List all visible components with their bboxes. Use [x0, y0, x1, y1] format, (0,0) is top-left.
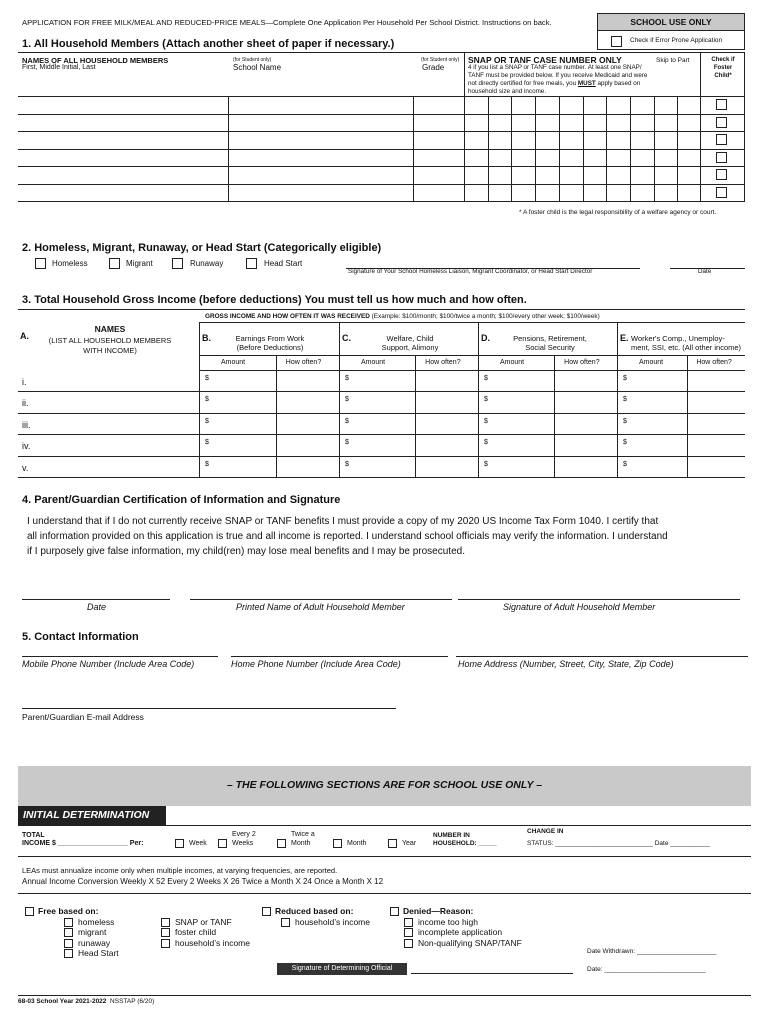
income-amount-field[interactable]: $: [205, 439, 209, 447]
school-use-only-header: SCHOOL USE ONLY: [597, 13, 745, 31]
free-option-label: foster child: [175, 927, 217, 938]
snap-case-digit-cell[interactable]: [560, 97, 582, 200]
income-row-label: iii.: [22, 419, 31, 430]
how-often-subheading: How often?: [285, 359, 322, 366]
liaison-date-label: Date: [698, 268, 712, 275]
free-checkbox[interactable]: [25, 907, 34, 916]
freq-month-checkbox[interactable]: [333, 839, 342, 848]
migrant-label: Migrant: [126, 259, 153, 268]
freq-year-checkbox[interactable]: [388, 839, 397, 848]
email-line[interactable]: [22, 708, 396, 709]
income-amount-field[interactable]: $: [484, 460, 488, 468]
free-option-label: household’s income: [175, 937, 250, 948]
for-student-only-2: (for Student only): [421, 57, 460, 63]
col-d-heading: Pensions, Retirement, Social Security: [513, 334, 587, 352]
snap-case-digit-cell[interactable]: [631, 97, 653, 200]
liaison-signature-label: Signature of Your School Homeless Liaison, Migrant Coordinator, or Head Start Director: [348, 268, 593, 275]
foster-child-checkbox[interactable]: [716, 134, 727, 145]
free-option-checkbox[interactable]: [161, 928, 170, 937]
income-label[interactable]: INCOME $ __________________ Per:: [22, 840, 144, 847]
income-member-name-field[interactable]: [34, 436, 194, 453]
income-amount-field[interactable]: $: [623, 417, 627, 425]
col-b-letter: B.: [202, 333, 211, 343]
free-option-label: Head Start: [78, 947, 119, 958]
foster-note: * A foster child is the legal responsibility of a welfare agency or court.: [519, 209, 717, 216]
income-amount-field[interactable]: $: [623, 375, 627, 382]
mobile-phone-line[interactable]: [22, 656, 218, 657]
household-member-row[interactable]: [18, 97, 464, 113]
date-withdrawn[interactable]: Date Withdrawn: ______________________: [587, 948, 717, 955]
runaway-checkbox[interactable]: [172, 258, 183, 269]
error-prone-checkbox[interactable]: [611, 36, 622, 47]
snap-case-digit-cell[interactable]: [678, 97, 700, 200]
section3-title: 3. Total Household Gross Income (before deductions) You must tell us how much and how often.: [22, 294, 527, 306]
determining-date[interactable]: Date: ____________________________: [587, 966, 706, 973]
names-income-sub: (LIST ALL HOUSEHOLD MEMBERS WITH INCOME): [48, 336, 172, 355]
denied-option-checkbox[interactable]: [404, 918, 413, 927]
income-amount-field[interactable]: $: [205, 417, 209, 425]
printed-name-label: Printed Name of Adult Household Member: [236, 602, 405, 612]
annual-conversion: Annual Income Conversion Weekly X 52 Every 2 Weeks X 26 Twice a Month X 24 Once a Month X 12: [22, 877, 384, 886]
printed-name-line[interactable]: [190, 599, 452, 600]
income-member-name-field[interactable]: [34, 372, 194, 389]
amount-subheading: Amount: [221, 359, 246, 366]
snap-case-digit-cell[interactable]: [512, 97, 534, 200]
freq-every2-checkbox[interactable]: [218, 839, 227, 848]
income-row-label: i.: [22, 377, 27, 387]
section2-title: 2. Homeless, Migrant, Runaway, or Head Start (Categorically eligible): [22, 242, 382, 254]
denied-option-label: incomplete application: [418, 927, 503, 938]
snap-case-digit-cell[interactable]: [489, 97, 511, 200]
names-column-sub: First, Middle Initial, Last: [22, 64, 96, 71]
col-e-heading: Worker's Comp., Unemploy- ment, SSI, etc. (All other income): [631, 334, 742, 352]
snap-line3: not directly certified for free meals, you MUST apply based on: [468, 80, 641, 87]
income-amount-field[interactable]: $: [484, 396, 488, 404]
denied-option-checkbox[interactable]: [404, 939, 413, 948]
snap-skip: Skip to Part: [656, 57, 690, 64]
freq-month-label: Month: [347, 840, 367, 847]
free-option-checkbox[interactable]: [64, 939, 73, 948]
reduced-checkbox[interactable]: [262, 907, 271, 916]
for-student-only-1: (for Student only): [233, 57, 272, 63]
foster-child-checkbox[interactable]: [716, 117, 727, 128]
snap-case-digit-cell[interactable]: [465, 97, 487, 200]
determining-official-signature-line[interactable]: [411, 973, 573, 974]
amount-subheading: Amount: [361, 359, 386, 366]
gross-income-heading: GROSS INCOME AND HOW OFTEN IT WAS RECEIVED (Example: $100/month; $100/twice a month; $100/every other week; $100/week): [205, 313, 600, 320]
col-a-letter: A.: [20, 331, 29, 341]
certification-text: I understand that if I do not currently receive SNAP or TANF benefits I must provide a copy of my 2020 US Income Tax Form 1040. I certify that all information provided on this application is true and all income is reported. I understand school officials may verify the information. I understand if I purposely give false information, my child(ren) may lose meal benefits and I may be prosecuted.: [27, 516, 668, 557]
denied-option-label: income too high: [418, 917, 479, 927]
snap-line1: 4 if you list a SNAP or TANF case number. At least one SNAP/: [468, 64, 642, 71]
section4-title: 4. Parent/Guardian Certification of Information and Signature: [22, 494, 341, 506]
income-amount-field[interactable]: $: [205, 396, 209, 404]
head-start-label: Head Start: [264, 259, 303, 268]
how-often-subheading: How often?: [696, 359, 732, 366]
snap-case-digit-cell[interactable]: [655, 97, 677, 200]
snap-case-digit-cell[interactable]: [584, 97, 606, 200]
snap-line2: TANF must be provided below. If you receive Medicaid and were: [468, 72, 648, 79]
how-often-subheading: How often?: [425, 359, 461, 366]
school-use-banner: – THE FOLLOWING SECTIONS ARE FOR SCHOOL USE ONLY –: [18, 766, 751, 806]
col-e-letter: E.: [620, 333, 629, 343]
section5-title: 5. Contact Information: [22, 631, 139, 643]
income-amount-field[interactable]: $: [345, 460, 349, 468]
free-option-checkbox[interactable]: [64, 949, 73, 958]
denied-option-label: Non-qualifying SNAP/TANF: [418, 937, 522, 948]
income-row-label: iv.: [22, 441, 31, 452]
amount-subheading: Amount: [500, 359, 525, 366]
total-label: TOTAL: [22, 832, 45, 839]
foster-child-checkbox[interactable]: [716, 152, 727, 163]
free-option-label: runaway: [78, 937, 111, 948]
income-member-name-field[interactable]: [34, 458, 194, 475]
household-member-row[interactable]: [18, 185, 464, 201]
household-member-row[interactable]: [18, 150, 464, 166]
household-member-row[interactable]: [18, 115, 464, 131]
form-title: APPLICATION FOR FREE MILK/MEAL AND REDUCED-PRICE MEALS—Complete One Application Per Household Per School District. Instructions on back.: [22, 18, 552, 27]
col-d-letter: D.: [481, 333, 490, 343]
foster-child-checkbox[interactable]: [716, 99, 727, 110]
homeless-label: Homeless: [52, 259, 88, 268]
income-amount-field[interactable]: $: [484, 439, 488, 447]
free-option-checkbox[interactable]: [64, 918, 73, 927]
freq-twice-label: Twice a Month: [291, 831, 315, 847]
mobile-phone-label: Mobile Phone Number (Include Area Code): [22, 659, 195, 669]
household-number-label[interactable]: NUMBER IN HOUSEHOLD: _____: [433, 832, 497, 847]
footer: 68-03 School Year 2021-2022 NSSTAP (6/20): [18, 998, 155, 1005]
income-member-name-field[interactable]: [34, 393, 194, 410]
income-row-label: ii.: [22, 398, 29, 409]
adult-signature-label: Signature of Adult Household Member: [503, 602, 656, 612]
determining-official-label-box: Signature of Determining Official: [277, 963, 407, 975]
income-amount-field[interactable]: $: [623, 439, 627, 447]
income-amount-field[interactable]: $: [623, 460, 627, 468]
amount-subheading: Amount: [639, 359, 664, 366]
error-prone-label: Check if Error Prone Application: [630, 37, 723, 44]
freq-week-label: Week: [189, 840, 207, 847]
freq-twice-checkbox[interactable]: [277, 839, 286, 848]
col-c-heading: Welfare, Child Support, Alimony: [381, 334, 439, 352]
reduced-household-income-label: household’s income: [295, 917, 370, 927]
income-amount-field[interactable]: $: [205, 375, 209, 382]
free-option-label: homeless: [78, 917, 115, 927]
home-phone-line[interactable]: [231, 656, 448, 657]
snap-case-digit-cell[interactable]: [607, 97, 629, 200]
head-start-checkbox[interactable]: [246, 258, 257, 269]
freq-every2-label: Every 2 Weeks: [232, 831, 256, 847]
income-amount-field[interactable]: $: [345, 396, 349, 404]
free-option-checkbox[interactable]: [161, 939, 170, 948]
home-phone-label: Home Phone Number (Include Area Code): [231, 659, 401, 669]
col-c-letter: C.: [342, 333, 351, 343]
free-option-label: SNAP or TANF: [175, 917, 232, 927]
free-option-label: migrant: [78, 927, 107, 938]
income-amount-field[interactable]: $: [205, 460, 209, 468]
reduced-household-income-checkbox[interactable]: [281, 918, 290, 927]
lea-note: LEAs must annualize income only when multiple incomes, at varying frequencies, are reported.: [22, 866, 338, 875]
migrant-checkbox[interactable]: [109, 258, 120, 269]
free-title: Free based on:: [38, 906, 99, 916]
income-amount-field[interactable]: $: [484, 375, 488, 382]
household-member-row[interactable]: [18, 167, 464, 183]
reduced-title: Reduced based on:: [275, 906, 354, 916]
freq-week-checkbox[interactable]: [175, 839, 184, 848]
denied-title: Denied—Reason:: [403, 906, 474, 916]
free-option-checkbox[interactable]: [161, 918, 170, 927]
cert-date-label: Date: [87, 602, 107, 612]
cert-date-line[interactable]: [22, 599, 170, 600]
grade-column: Grade: [422, 63, 445, 72]
snap-line4: household size and income.: [468, 88, 547, 95]
income-amount-field[interactable]: $: [623, 396, 627, 404]
income-row-label: v.: [22, 462, 29, 473]
denied-checkbox[interactable]: [390, 907, 399, 916]
names-column-title: NAMES OF ALL HOUSEHOLD MEMBERS: [22, 56, 169, 65]
income-amount-field[interactable]: $: [345, 439, 349, 447]
initial-determination-tab: INITIAL DETERMINATION: [18, 806, 166, 825]
section1-title: 1. All Household Members (Attach another sheet of paper if necessary.): [22, 38, 395, 50]
snap-case-digit-cell[interactable]: [536, 97, 558, 200]
income-amount-field[interactable]: $: [345, 375, 349, 382]
how-often-subheading: How often?: [564, 359, 600, 366]
col-b-heading: Earnings From Work (Before Deductions): [235, 334, 305, 352]
school-name-column: School Name: [233, 63, 282, 72]
change-in-label: CHANGE IN: [527, 828, 564, 835]
homeless-checkbox[interactable]: [35, 258, 46, 269]
home-address-line[interactable]: [456, 656, 748, 657]
income-amount-field[interactable]: $: [345, 417, 349, 425]
income-member-name-field[interactable]: [34, 415, 194, 432]
adult-signature-line[interactable]: [458, 599, 740, 600]
foster-header: Check if Foster Child*: [711, 57, 735, 79]
foster-child-checkbox[interactable]: [716, 187, 727, 198]
free-option-checkbox[interactable]: [64, 928, 73, 937]
email-label: Parent/Guardian E-mail Address: [22, 712, 144, 722]
runaway-label: Runaway: [190, 259, 224, 268]
status-field[interactable]: STATUS: ___________________________ Date ___________: [527, 840, 710, 847]
household-member-row[interactable]: [18, 132, 464, 148]
freq-year-label: Year: [402, 840, 417, 847]
foster-child-checkbox[interactable]: [716, 169, 727, 180]
income-amount-field[interactable]: $: [484, 417, 488, 425]
home-address-label: Home Address (Number, Street, City, State, Zip Code): [458, 659, 674, 669]
denied-option-checkbox[interactable]: [404, 928, 413, 937]
snap-title: SNAP OR TANF CASE NUMBER ONLY: [468, 55, 622, 65]
names-income-heading: NAMES: [94, 324, 126, 334]
